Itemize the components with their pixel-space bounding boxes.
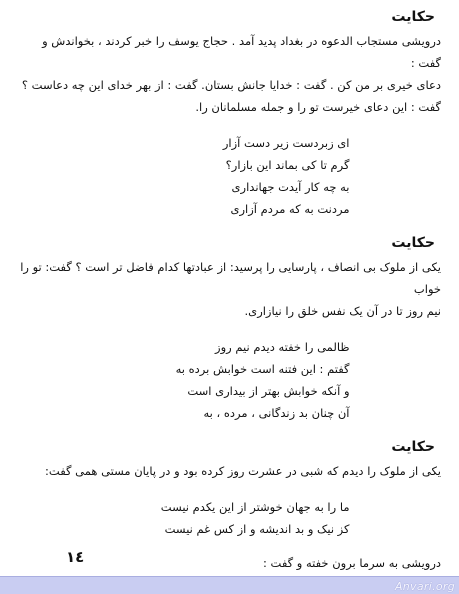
story-1	[18, 8, 441, 220]
poem-block	[110, 336, 350, 424]
poem-line: به چه کار آیدت جهانداری	[231, 180, 350, 194]
poem-block	[110, 132, 350, 220]
poem-line: ظالمی را خفته دیدم نیم روز	[215, 340, 350, 354]
poem-line: کز نیک و بد اندیشه و از کس غم نیست	[164, 522, 350, 536]
story-2	[18, 234, 441, 424]
footer-band	[0, 576, 459, 594]
text-line: نیم روز تا در آن یک نفس خلق را نیازاری.	[244, 304, 441, 318]
page-content	[18, 8, 441, 588]
text-line: یکی از ملوک بی انصاف ، پارسایی را پرسید: از عبادتها کدام فاضل تر است ؟ گفت: تو را خواب	[20, 260, 441, 296]
text-line: گفت : این دعای خیرست تو را و جمله مسلمانان را.	[195, 100, 441, 114]
story-text	[18, 460, 441, 482]
story-title: حکایت	[391, 235, 435, 251]
text-line: یکی از ملوک را دیدم که شبی در عشرت روز کرده بود و در پایان مستی همی گفت:	[45, 464, 441, 478]
story-title: حکایت	[391, 439, 435, 455]
poem-block	[110, 496, 350, 540]
text-line: دعای خیری بر من کن . گفت : خدایا جانش بستان. گفت : از بهر خدای این چه دعاست ؟	[21, 78, 441, 92]
page-number: ١٤	[66, 548, 85, 566]
story-text	[18, 256, 441, 322]
poem-line: و آنکه خوابش بهتر از بیداری است	[187, 384, 350, 398]
story-text	[18, 30, 441, 118]
poem-line: ما را به جهان خوشتر از این یکدم نیست	[160, 500, 350, 514]
closing-line: درویشی به سرما برون خفته و گفت :	[263, 556, 441, 570]
text-line: درویشی مستجاب الدعوه در بغداد پدید آمد . حجاج یوسف را خبر کردند ، بخواندش و گفت :	[42, 34, 441, 70]
story-title: حکایت	[391, 9, 435, 25]
poem-line: آن چنان بد زندگانی ، مرده ، به	[203, 406, 350, 420]
poem-line: گرم تا کی بماند این بازار؟	[225, 158, 350, 172]
poem-line: گفتم : این فتنه است خوابش برده به	[175, 362, 350, 376]
watermark: Anvari.org	[394, 580, 455, 593]
poem-line: مردنت به که مردم آزاری	[230, 202, 350, 216]
poem-line: ای زبردست زیر دست آزار	[222, 136, 350, 150]
